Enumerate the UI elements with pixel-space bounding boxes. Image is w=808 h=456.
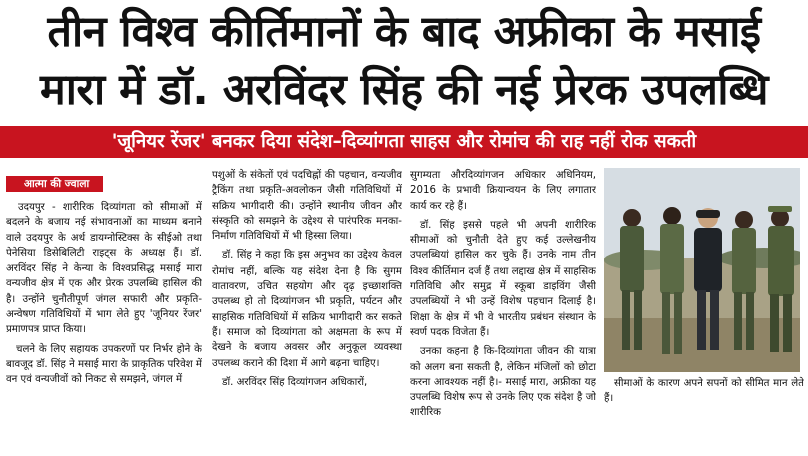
photo-illustration: [604, 168, 800, 372]
byline-badge: आत्मा की ज्वाला: [6, 176, 103, 192]
photo-caption: सीमाओं के कारण अपने सपनों को सीमित मान लेते हैं।: [604, 378, 804, 404]
headline: [0, 0, 808, 124]
column3-paragraph-2: डॉ. सिंह इससे पहले भी अपनी शारीरिक सीमाओं को चुनौती देते हुए कई उल्लेखनीय उपलब्धियां हासिल कर चुके हैं। उनके नाम तीन विश्व कीर्तिमान दर्ज हैं तथा लद्दाख क्षेत्र में साहसिक गतिविधि और समुद्र में स्कूबा डाइविंग जैसी उपलब्धियों ने भी उन्हें विशेष पहचान दिलाई है। शिक्षा के क्षेत्र में भी वे भारतीय प्रबंधन संस्थान के स्वर्ण पदक विजेता हैं।: [410, 219, 596, 338]
article-column-2: [212, 168, 402, 456]
subheadline-banner: 'जूनियर रेंजर' बनकर दिया संदेश–दिव्यांगता साहस और रोमांच की राह नहीं रोक सकती: [0, 126, 808, 158]
column1-paragraph-1: उदयपुर - शारीरिक दिव्यांगता को सीमाओं में बदलने के बजाय नई संभावनाओं का माध्यम बनाने वाले उदयपुर के अर्थ डायग्नोस्टिक्स के सीईओ तथा पेनेसिया डिसेबिलिटी राइट्स के अध्यक्ष हैं। डॉ. अरविंदर सिंह ने केन्या के विश्वप्रसिद्ध मसाई मारा वन्यजीव क्षेत्र में एक और प्रेरक उपलब्धि हासिल की है। उन्होंने चुनौतीपूर्ण जंगल सफारी और प्रकृति-अन्वेषण गतिविधियों में भाग लेते हुए 'जूनियर रेंजर' प्रमाणपत्र प्राप्त किया।: [6, 202, 202, 336]
column2-paragraph-3: डॉ. अरविंदर सिंह दिव्यांगजन अधिकारों,: [222, 376, 368, 388]
column2-paragraph-2: डॉ. सिंह ने कहा कि इस अनुभव का उद्देश्य केवल रोमांच नहीं, बल्कि यह संदेश देना है कि सुगम वातावरण, उचित सहयोग और दृढ़ इच्छाशक्ति उपलब्ध हो तो दिव्यांगजन भी प्रकृति, पर्यटन और साहसिक गतिविधियों में सक्रिय भागीदारी कर सकते हैं। समाज को दिव्यांगता को अक्षमता के रूप में देखने के बजाय अवसर और अनुकूल व्यवस्था उपलब्ध कराने की दिशा में आगे बढ़ना चाहिए।: [212, 250, 402, 369]
column3-paragraph-1: सुगम्यता औरदिव्यांगजन अधिकार अधिनियम, 2016 के प्रभावी क्रियान्वयन के लिए लगातार कार्य कर रहे हैं।: [410, 170, 596, 212]
headline-line-1: तीन विश्व कीर्तिमानों के बाद अफ्रीका के मसाई: [47, 7, 761, 57]
headline-line-2: मारा में डॉ. अरविंदर सिंह की नई प्रेरक उपलब्धि: [40, 65, 768, 115]
article-column-3: [410, 168, 596, 456]
news-photo: [604, 168, 800, 372]
column1-paragraph-2: चलने के लिए सहायक उपकरणों पर निर्भर होने के बावजूद डॉ. सिंह ने मसाई मारा के प्राकृतिक परिवेश में वन एवं वन्यजीवों को निकट से समझने, जंगल में: [6, 343, 202, 386]
article-column-1: [6, 168, 202, 456]
column3-paragraph-3: उनका कहना है कि-दिव्यांगता जीवन की यात्रा को अलग बना सकती है, लेकिन मंजिलों को छोटा करना आवश्यक नहीं है।- मसाई मारा, अफ्रीका यह उपलब्धि विशेष रूप से उनके लिए एक संदेश है जो शारीरिक: [410, 346, 596, 419]
column2-paragraph-1: पशुओं के संकेतों एवं पदचिह्नों की पहचान, वन्यजीव ट्रैकिंग तथा प्रकृति-अवलोकन जैसी गतिविधियों में सक्रिय भागीदारी की। उन्होंने स्थानीय जीवन और संस्कृति को समझने के उद्देश्य से पारंपरिक मनका-निर्माण गतिविधियों में भी हिस्सा लिया।: [212, 170, 402, 243]
article-column-4: [604, 168, 804, 456]
